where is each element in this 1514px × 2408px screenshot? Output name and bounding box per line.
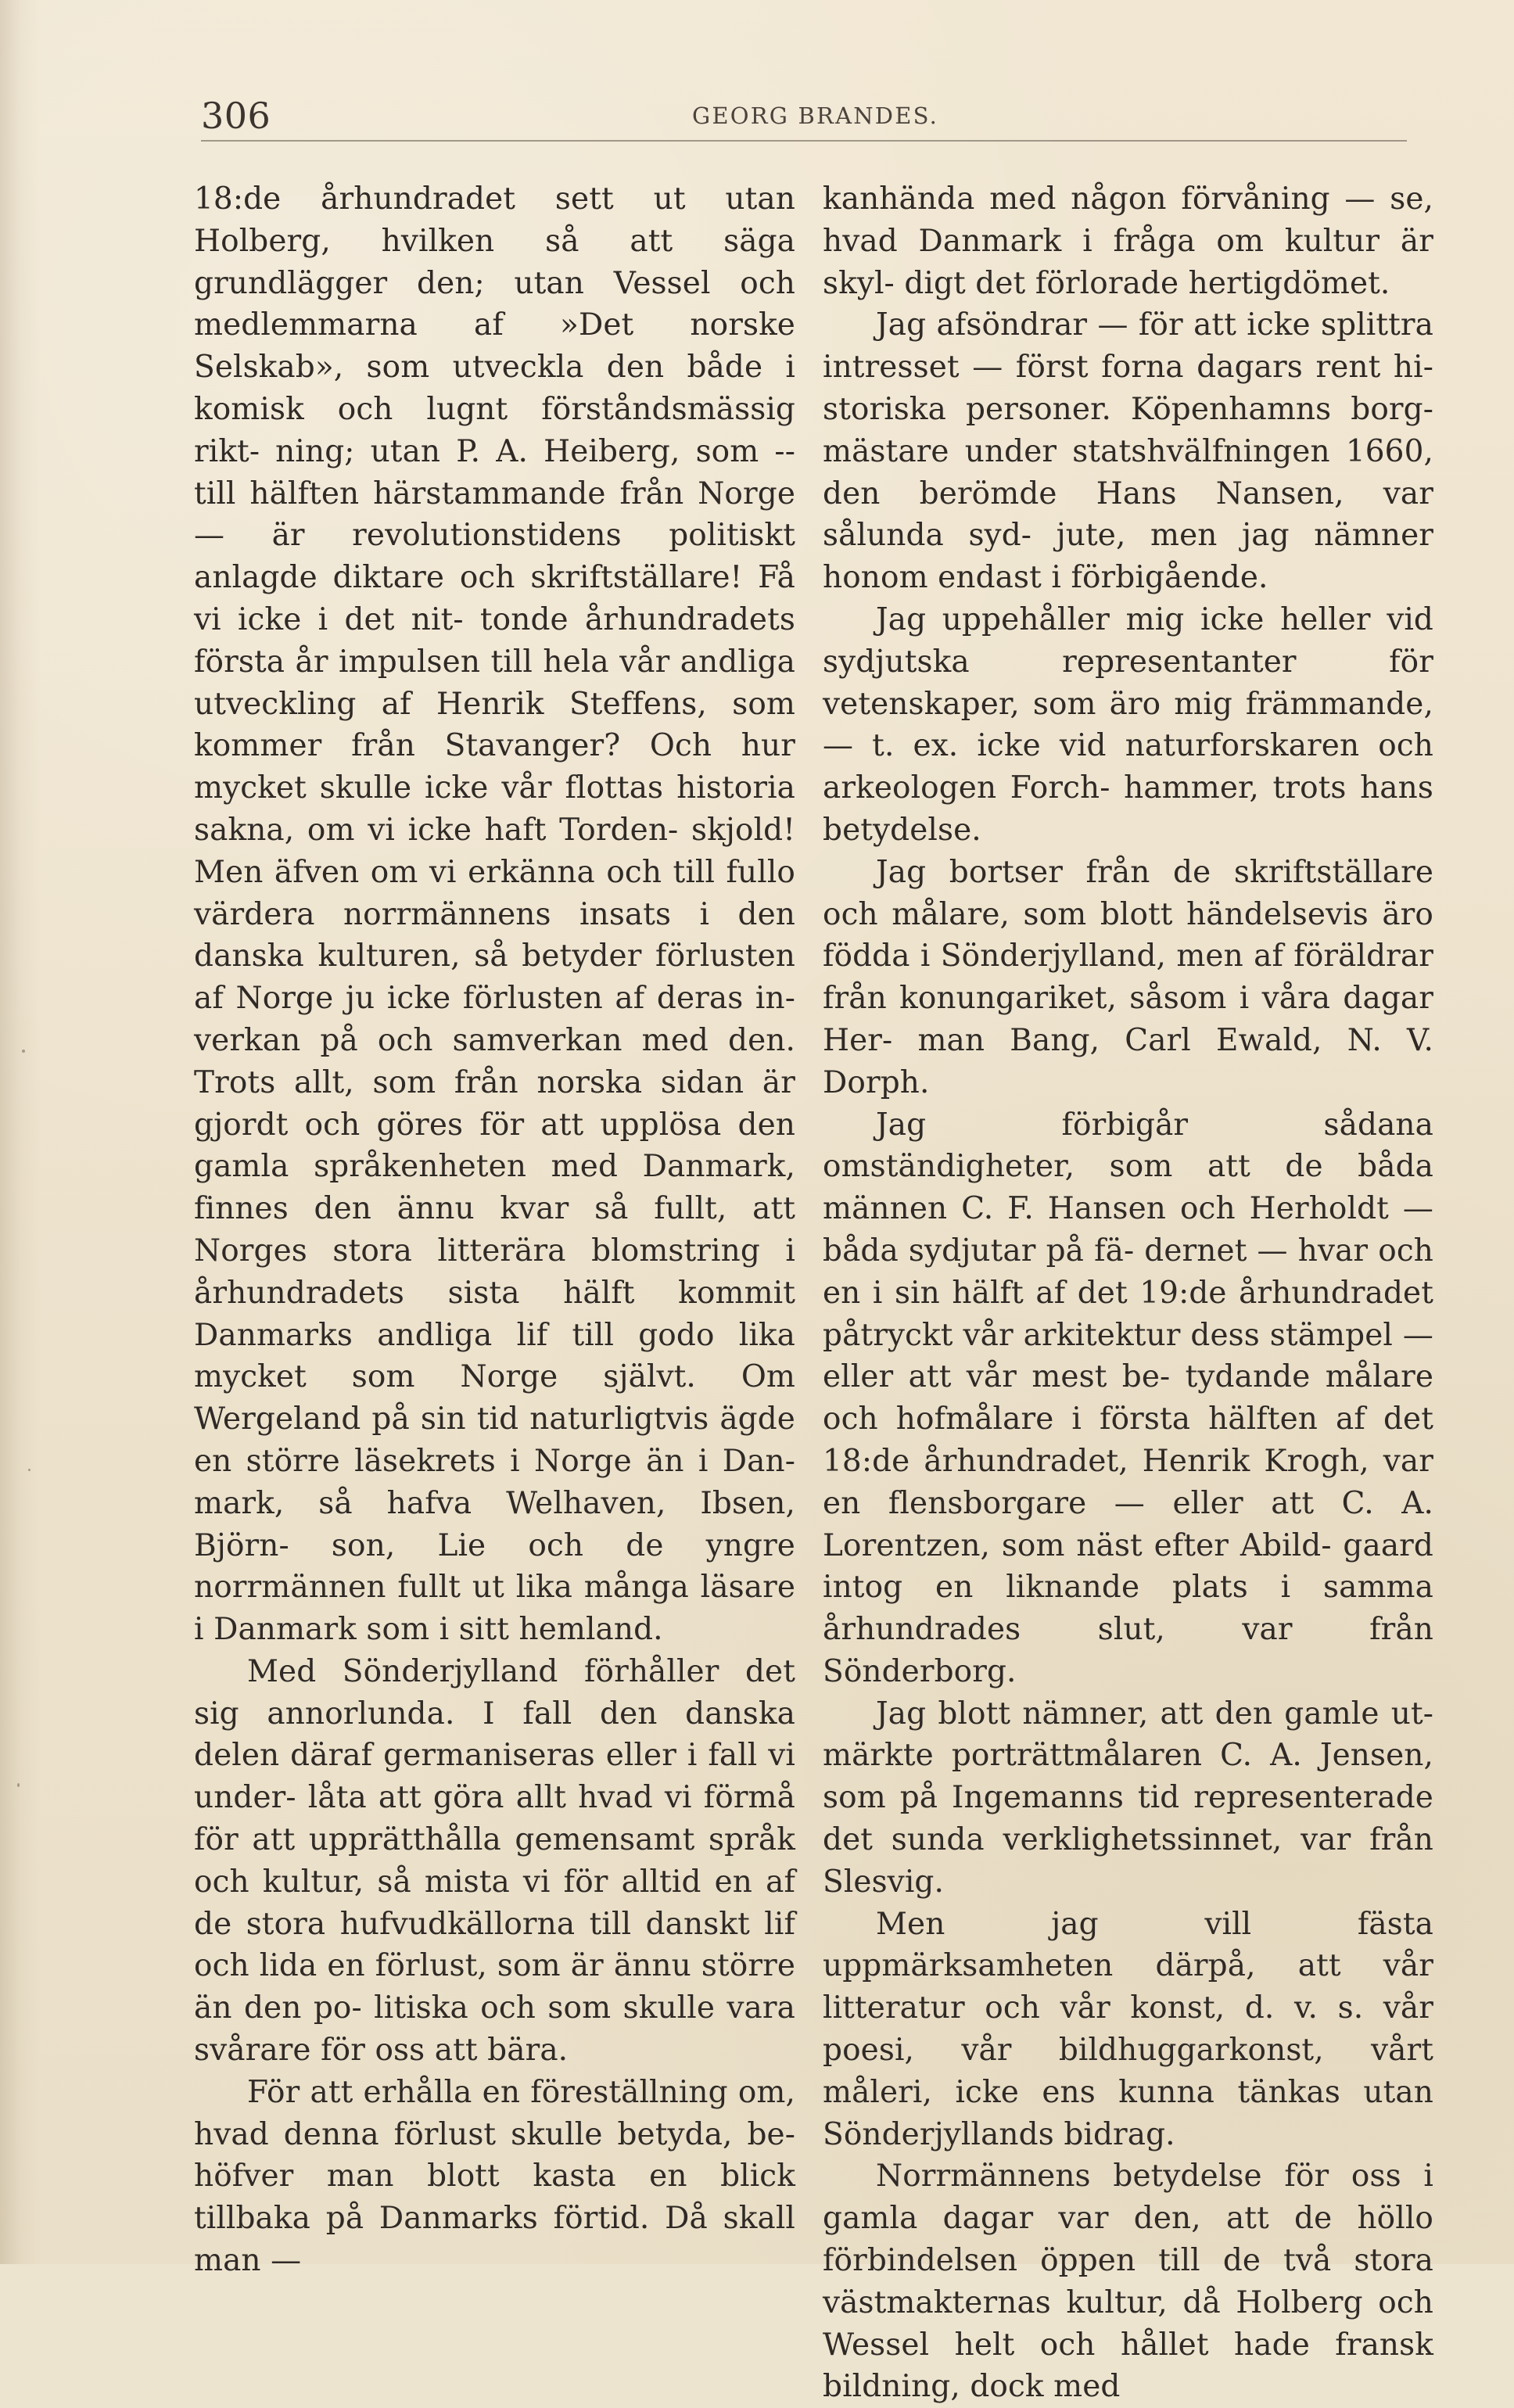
left-paragraph-1: 18:de århundradet sett ut utan Holberg, hvilken så att säga grundlägger den; utan Vessel och medlemmarna af »Det norske Selskab», som utveckla den både i komisk och lugnt förståndsmässig rikt- ning; utan P. A. Heiberg, som -- till hälften härstammande från Norge — är revolutionstidens politiskt anlagde diktare och skriftställare! Få vi icke i det nit- tonde århundradets första år impulsen till hela vår andliga utveckling af Henrik Steffens, som kommer från Stavanger? Och hur mycket skulle icke vår flottas historia sakna, om vi icke haft Torden- skjold! Men äfven om vi erkänna och till fullo värdera norrmännens insats i den danska kulturen, så betyder förlusten af Norge ju icke förlusten af deras in- verkan på och samverkan med den. Trots allt, som från norska sidan är gjordt och göres för att upplösa den gamla språkenheten med Danmark, finnes den ännu kvar så fullt, att Norges stora litterära blomstring i århundradets sista hälft kommit Danmarks andliga lif till godo lika mycket som Norge självt. Om Wergeland på sin tid naturligtvis ägde en större läsekrets i Norge än i Dan- mark, så hafva Welhaven, Ibsen, Björn- son, Lie och de yngre norrmännen fullt ut lika många läsare i Danmark som i sitt hemland.	[194, 181, 795, 1648]
page-edge-shadow	[0, 0, 41, 2264]
header-rule	[201, 140, 1407, 142]
right-paragraph-6: Jag blott nämner, att den gamle ut- märkte porträttmålaren C. A. Jensen, som på Ingemanns tid representerade det sunda verklighetssinnet, var från Slesvig.	[823, 1696, 1433, 1900]
right-paragraph-3: Jag uppehåller mig icke heller vid sydjutska representanter för vetenskaper, som äro mig främmande, — t. ex. icke vid naturforskaren och arkeologen Forch- hammer, trots hans betydelse.	[823, 601, 1433, 848]
right-paragraph-5: Jag förbigår sådana omständigheter, som att de båda männen C. F. Hansen och Herholdt — båda sydjutar på fä- dernet — hvar och en i sin hälft af det 19:de århundradet påtryckt vår arkitektur dess stämpel — eller att vår mest be- tydande målare och hofmålare i första hälften af det 18:de århundradet, Henrik Krogh, var en flensborgare — eller att C. A. Lorentzen, som näst efter Abild- gaard intog en liknande plats i samma århundrades slut, var från Sönderborg.	[823, 1107, 1433, 1689]
right-paragraph-7: Men jag vill fästa uppmärksamheten därpå, att vår litteratur och vår konst, d. v. s. vår poesi, vår bildhuggarkonst, vårt måleri, icke ens kunna tänkas utan Sönderjyllands bidrag.	[823, 1906, 1433, 2152]
page-number: 306	[201, 95, 271, 137]
page-header	[0, 0, 1514, 164]
left-paragraph-2: Med Sönderjylland förhåller det sig annorlunda. I fall den danska delen däraf germaniseras eller i fall vi under- låta att göra allt hvad vi förmå för att upprätthålla gemensamt språk och kultur, så mista vi för alltid en af de stora hufvudkällorna till danskt lif och lida en förlust, som är ännu större än den po- litiska och som skulle vara svårare för oss att bära.	[194, 1653, 795, 2069]
running-head: GEORG BRANDES.	[692, 102, 939, 129]
paper-speck	[22, 1050, 25, 1053]
right-paragraph-8: Norrmännens betydelse för oss i gamla dagar var den, att de höllo förbindelsen öppen till de två stora västmakternas kultur, då Holberg och Wessel helt och hållet hade fransk bildning, dock med	[823, 2159, 1433, 2405]
right-paragraph-1: kanhända med någon förvåning — se, hvad Danmark i fråga om kultur är skyl- digt det förlorade hertigdömet.	[823, 181, 1433, 301]
left-paragraph-3: För att erhålla en föreställning om, hvad denna förlust skulle betyda, be- höfver man blott kasta en blick tillbaka på Danmarks förtid. Då skall man —	[194, 2074, 795, 2279]
right-paragraph-4: Jag bortser från de skriftställare och målare, som blott händelsevis äro födda i Sönderjylland, men af föräldrar från konungariket, såsom i våra dagar Her- man Bang, Carl Ewald, N. V. Dorph.	[823, 854, 1433, 1100]
left-text-column	[194, 178, 795, 2282]
paper-speck	[17, 1783, 20, 1787]
right-paragraph-2: Jag afsöndrar — för att icke splittra intresset — först forna dagars rent hi- storiska personer. Köpenhamns borg- mästare under statshvälfningen 1660, den berömde Hans Nansen, var sålunda syd- jute, men jag nämner honom endast i förbigående.	[823, 307, 1433, 596]
paper-speck	[28, 1469, 30, 1471]
right-text-column	[823, 178, 1433, 2408]
